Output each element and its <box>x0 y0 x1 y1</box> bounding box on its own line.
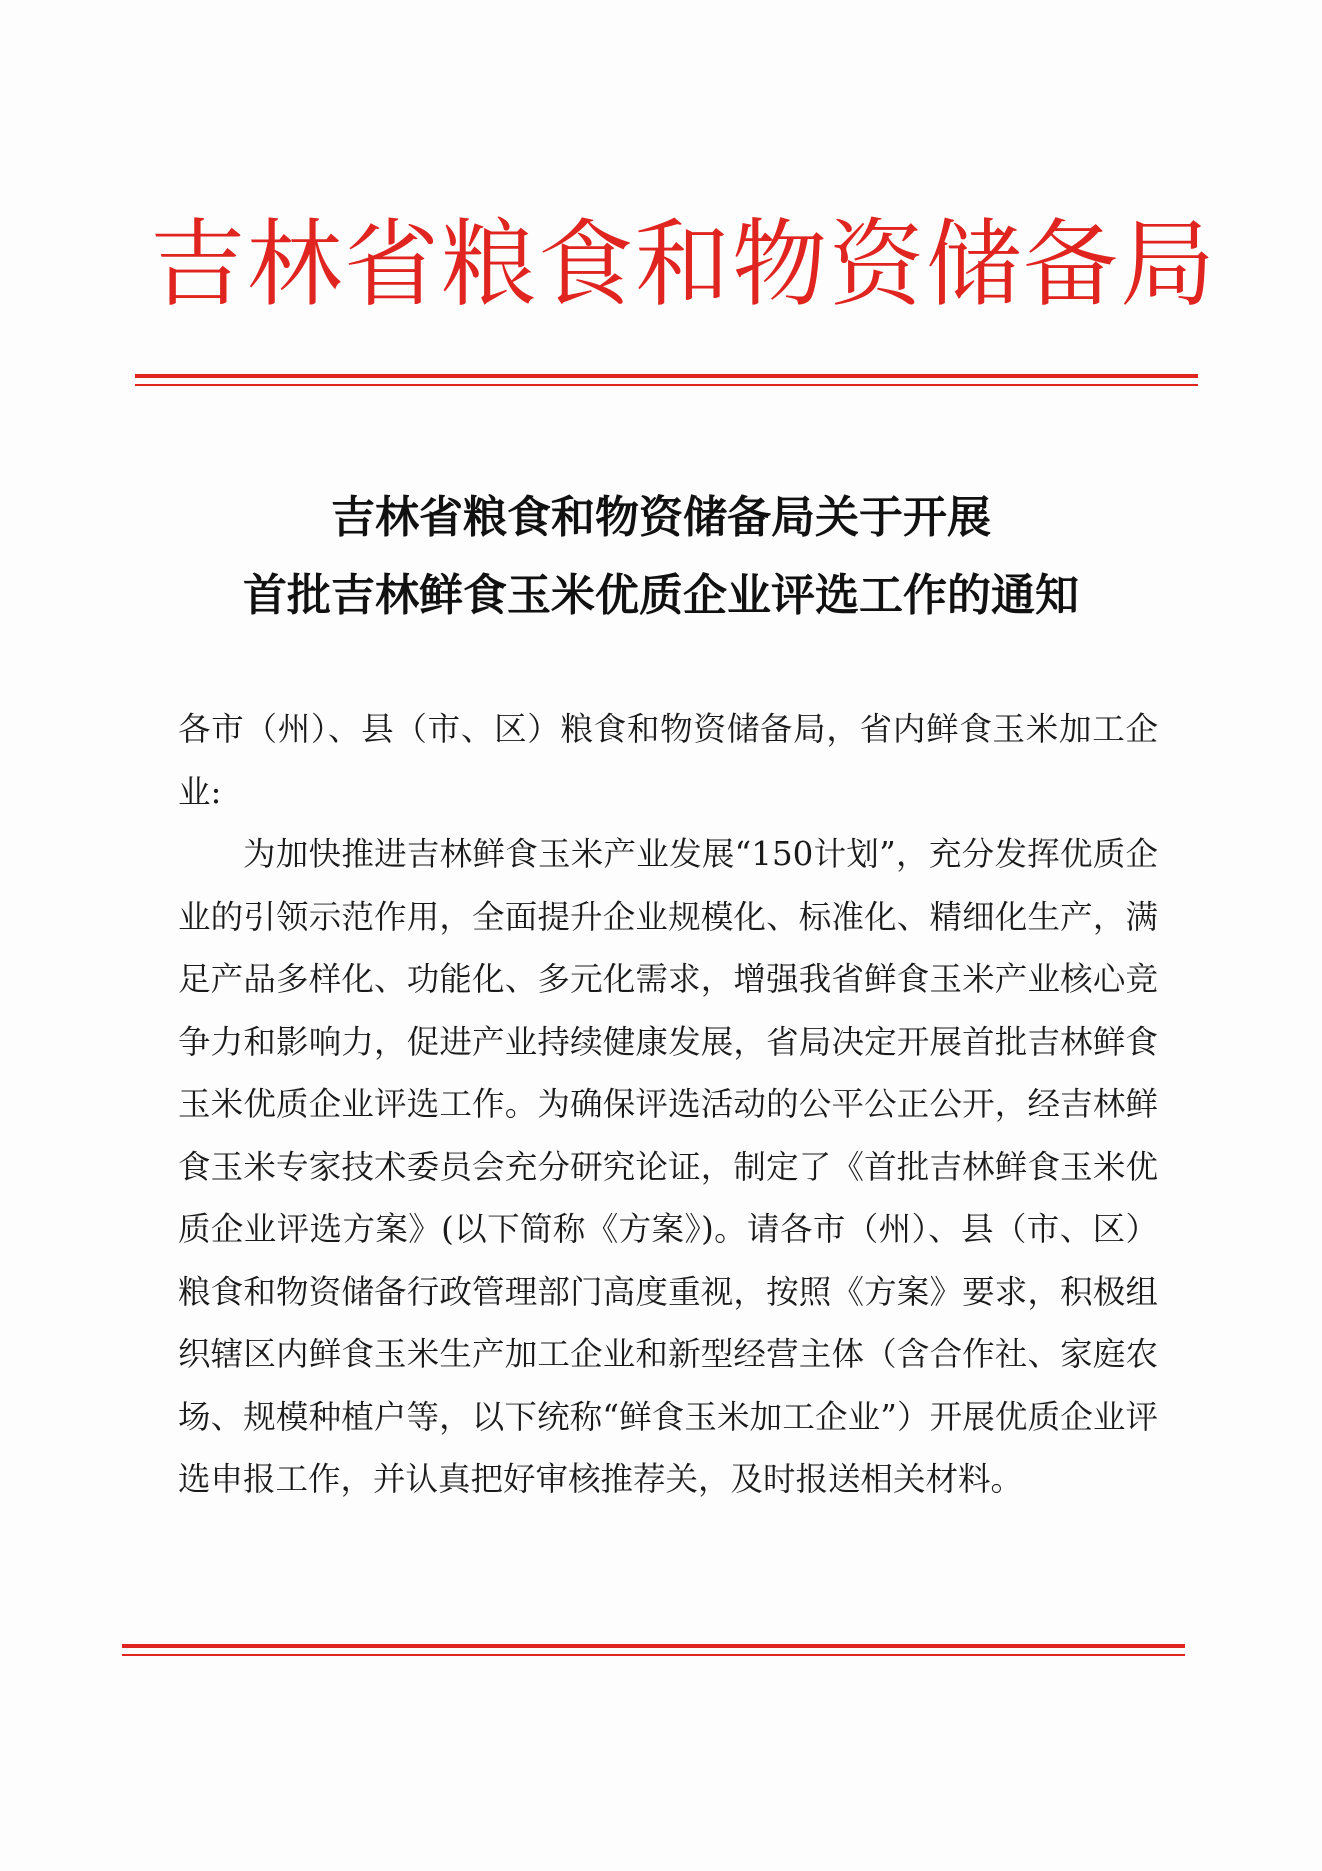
salutation-paragraph: 各市（州）、县（市、区）粮食和物资储备局，省内鲜食玉米加工企业: <box>178 710 1158 811</box>
main-paragraph: 为加快推进吉林鲜食玉米产业发展“150计划”，充分发挥优质企业的引领示范作用，全面提升企业规模化、标准化、精细化生产，满足产品多样化、功能化、多元化需求，增强我省鲜食玉米产业核心竞争力和影响力，促进产业持续健康发展，省局决定开展首批吉林鲜食玉米优质企业评选工作。为确保评选活动的公平公正公开，经吉林鲜食玉米专家技术委员会充分研究论证，制定了《首批吉林鲜食玉米优质企业评选方案》(以下简称《方案》)。请各市（州）、县（市、区）粮食和物资储备行政管理部门高度重视，按照《方案》要求，积极组织辖区内鲜食玉米生产加工企业和新型经营主体（含合作社、家庭农场、规模种植户等，以下统称“鲜食玉米加工企业”）开展优质企业评选申报工作，并认真把好审核推荐关，及时报送相关材料。 <box>178 835 1158 1498</box>
document-title-line-2: 首批吉林鲜食玉米优质企业评选工作的通知 <box>243 570 1079 621</box>
document-body <box>178 698 1158 1511</box>
document-title-line-1: 吉林省粮食和物资储备局关于开展 <box>331 492 991 543</box>
masthead-red-rule-thick <box>135 374 1198 378</box>
masthead-red-rule-thin <box>135 384 1198 386</box>
footer-red-rule-thick <box>122 1644 1185 1648</box>
footer-red-rule-thin <box>122 1654 1185 1656</box>
agency-masthead: 吉林省粮食和物资储备局 <box>150 210 1218 320</box>
